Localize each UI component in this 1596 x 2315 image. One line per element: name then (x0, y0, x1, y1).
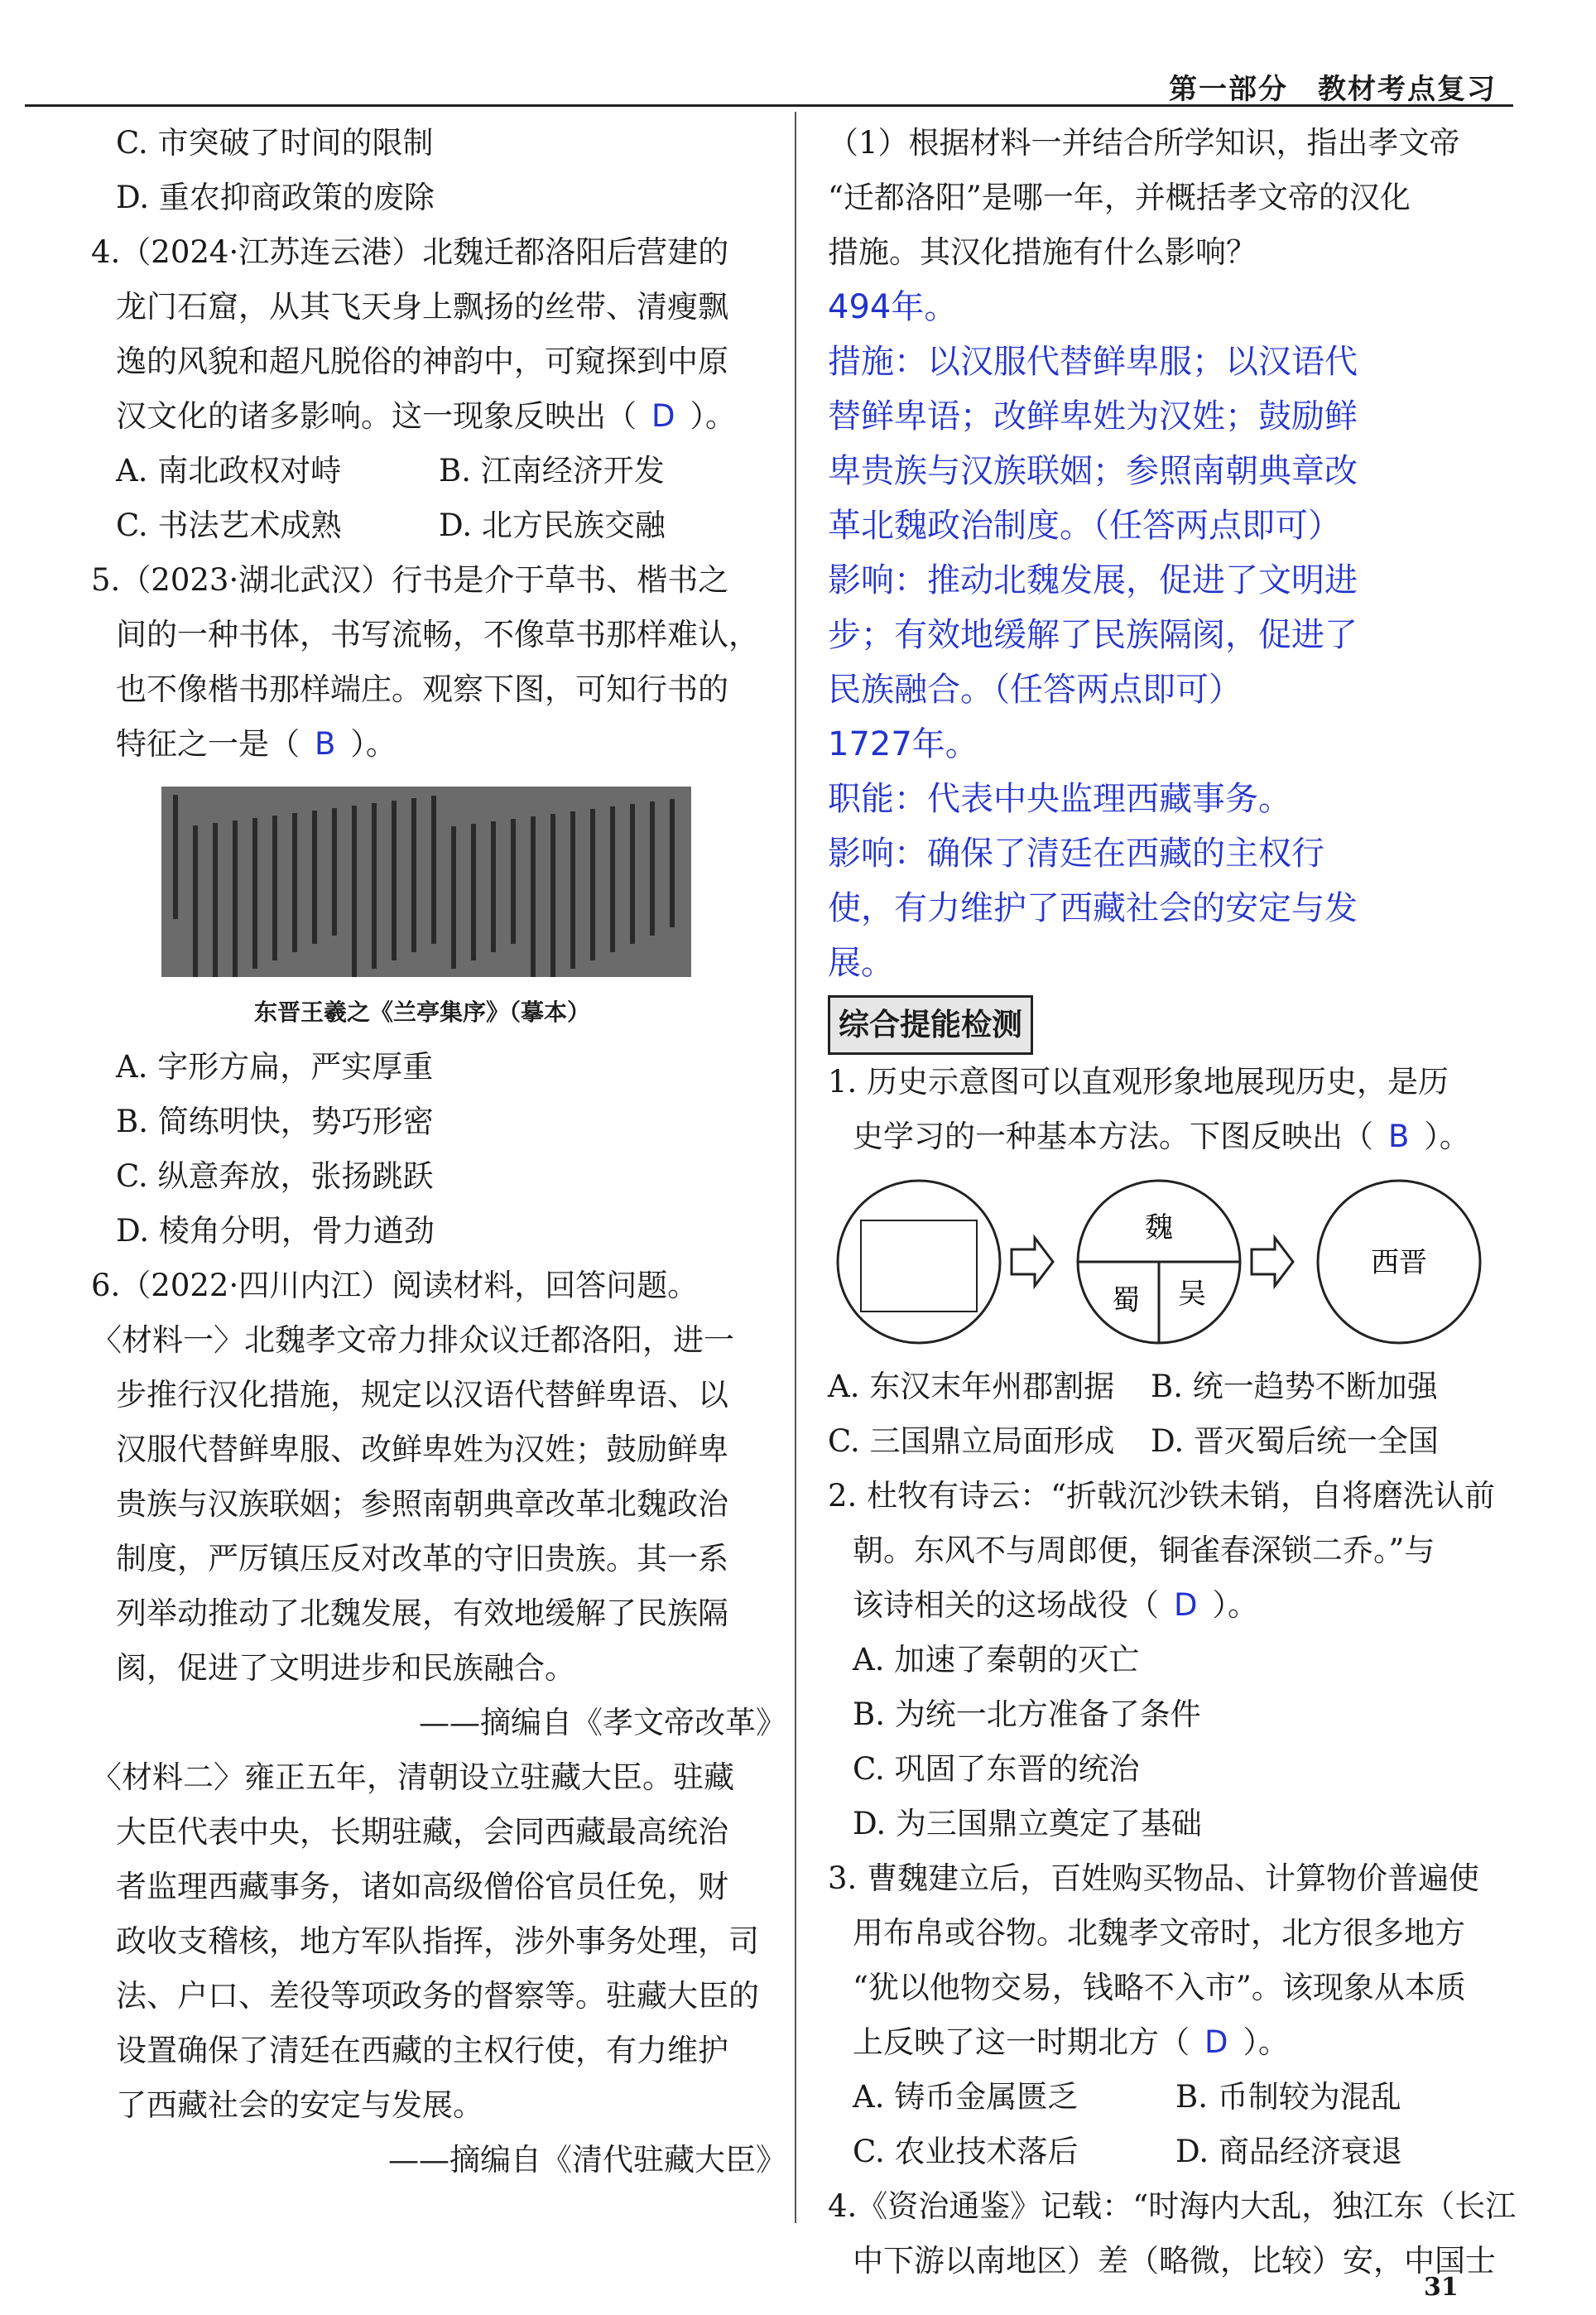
text-line: ——摘编自《清代驻藏大臣》 (388, 2142, 786, 2178)
text-line: 逸的风貌和超凡脱俗的神韵中，可窥探到中原 (116, 344, 728, 379)
calligraphy-stroke (213, 823, 218, 977)
paren-close: ）。 (1212, 1587, 1258, 1623)
text-line: 4.《资治通鉴》记载：“时海内大乱，独江东（长江 (828, 2188, 1517, 2224)
image-caption: 东晋王羲之《兰亭集序》（摹本） (253, 999, 590, 1026)
calligraphy-stroke (471, 824, 476, 960)
option: C. 书法艺术成熟 (116, 508, 342, 543)
text-line: ——摘编自《孝文帝改革》 (419, 1705, 786, 1740)
left-column (91, 116, 803, 2187)
option: D. 商品经济衰退 (1175, 2134, 1402, 2169)
handwritten-answer-1 (828, 280, 1515, 717)
calligraphy-stroke (670, 799, 675, 927)
option: D. 晋灭蜀后统一全国 (1151, 1423, 1439, 1459)
calligraphy-stroke (252, 818, 257, 969)
running-header: 第一部分 教材考点复习 (1169, 73, 1497, 106)
text-line: 〈材料一〉北魏孝文帝力排众议迁都洛阳，进一 (91, 1322, 734, 1358)
text-line: 也不像楷书那样端庄。观察下图，可知行书的 (116, 671, 728, 707)
text-line: 4.（2024·江苏连云港）北魏迁都洛阳后营建的 (91, 234, 729, 270)
page-number: 31 (1424, 2273, 1459, 2302)
text-line: 列举动推动了北魏发展，有效地缓解了民族隔 (116, 1595, 728, 1631)
option: B. 江南经济开发 (439, 453, 665, 489)
calligraphy-stroke (173, 795, 178, 919)
text-line: 了西藏社会的安定与发展。 (116, 2087, 483, 2123)
handwritten-line: 革北魏政治制度。（任答两点即可） (828, 507, 1341, 545)
wei-label: 魏 (1145, 1211, 1173, 1244)
answer-mark: B (315, 726, 336, 762)
handwritten-line: 措施：以汉服代替鲜卑服；以汉语代 (828, 343, 1358, 381)
calligraphy-stroke (570, 811, 575, 969)
calligraphy-stroke (372, 803, 377, 969)
text-line: 制度，严厉镇压反对改革的守旧贵族。其一系 (116, 1541, 728, 1576)
calligraphy-stroke (451, 826, 456, 969)
calligraphy-stroke (431, 796, 436, 944)
text-line: 汉文化的诸多影响。这一现象反映出（ (116, 398, 637, 434)
calligraphy-stroke (491, 821, 496, 952)
text-line: “犹以他物交易，钱略不入市”。该现象从本质 (853, 1970, 1466, 2005)
three-kingdoms-diagram (828, 1171, 1490, 1353)
text-line: 中下游以南地区）差（略微，比较）安，中国士 (853, 2243, 1496, 2279)
calligraphy-stroke (411, 798, 416, 952)
text-line: 朝。东风不与周郎便，铜雀春深锁二乔。”与 (853, 1533, 1435, 1568)
text-line: （1）根据材料一并结合所学知识，指出孝文帝 (828, 125, 1460, 161)
shu-label: 蜀 (1112, 1284, 1140, 1317)
paren-close: ）。 (350, 726, 397, 762)
option: D. 棱角分明，骨力遒劲 (116, 1213, 435, 1249)
right-column (828, 116, 1515, 2289)
calligraphy-stroke (332, 808, 337, 936)
calligraphy-stroke (233, 821, 238, 977)
text-line: 政收支稽核，地方军队指挥，涉外事务处理，司 (116, 1923, 759, 1959)
answer-mark: D (651, 398, 675, 434)
option: D. 北方民族交融 (439, 508, 666, 543)
text-line: “迁都洛阳”是哪一年，并概括孝文帝的汉化 (828, 180, 1411, 215)
option: B. 统一趋势不断加强 (1151, 1369, 1438, 1404)
text-line: 特征之一是（ (116, 726, 300, 762)
handwritten-line: 民族融合。（任答两点即可） (828, 671, 1242, 709)
option: D. 为三国鼎立奠定了基础 (853, 1806, 1202, 1841)
calligraphy-stroke (550, 814, 555, 977)
text-line: 者监理西藏事务，诸如高级僧俗官员任免，财 (116, 1869, 728, 1904)
header-rule (25, 104, 1513, 107)
option: C. 三国鼎立局面形成 (828, 1423, 1115, 1459)
text-line: 5.（2023·湖北武汉）行书是介于草书、楷书之 (91, 562, 729, 598)
question-6 (91, 1259, 803, 2187)
section-title: 综合提能检测 (828, 995, 1033, 1055)
text-line: 史学习的一种基本方法。下图反映出（ (853, 1119, 1373, 1154)
handwritten-line: 1727年。 (828, 725, 978, 763)
text-line: 阂，促进了文明进步和民族融合。 (116, 1650, 575, 1686)
option: C. 农业技术落后 (853, 2134, 1079, 2169)
text-line: 步推行汉化措施，规定以汉语代替鲜卑语、以 (116, 1377, 728, 1413)
paren-close: ）。 (690, 398, 736, 434)
calligraphy-stroke (292, 813, 297, 952)
calligraphy-stroke (590, 809, 595, 960)
handwritten-line: 494年。 (828, 288, 958, 326)
calligraphy-stroke (511, 819, 516, 944)
option: A. 东汉末年州郡割据 (828, 1369, 1115, 1404)
handwritten-line: 步；有效地缓解了民族隔阂，促进了 (828, 616, 1358, 654)
text-line: 贵族与汉族联姻；参照南朝典章改革北魏政治 (116, 1486, 728, 1522)
text-line: 2. 杜牧有诗云：“折戟沉沙铁未销，自将磨洗认前 (828, 1478, 1495, 1514)
handwritten-line: 职能：代表中央监理西藏事务。 (828, 780, 1291, 818)
handwritten-line: 替鲜卑语；改鲜卑姓为汉姓；鼓励鲜 (828, 397, 1358, 436)
wu-label: 吴 (1178, 1278, 1206, 1311)
option: B. 币制较为混乱 (1175, 2079, 1401, 2115)
text-line: 汉服代替鲜卑服、改鲜卑姓为汉姓；鼓励鲜卑 (116, 1432, 728, 1467)
calligraphy-image (161, 787, 691, 977)
calligraphy-stroke (272, 816, 277, 960)
text-line: 措施。其汉化措施有什么影响？ (828, 234, 1257, 270)
handwritten-line: 影响：确保了清廷在西藏的主权行 (828, 835, 1324, 873)
answer-mark: D (1174, 1587, 1198, 1623)
option: A. 加速了秦朝的灭亡 (853, 1642, 1140, 1677)
option: B. 简练明快，势巧形密 (116, 1104, 434, 1139)
option: C. 纵意奔放，张扬跳跃 (116, 1158, 434, 1194)
text-line: 该诗相关的这场战役（ (853, 1587, 1159, 1623)
text-line: 法、户口、差役等项政务的督察等。驻藏大臣的 (116, 1978, 759, 2014)
calligraphy-stroke (312, 811, 317, 944)
text-line: 1. 历史示意图可以直观形象地展现历史，是历 (828, 1064, 1449, 1100)
paren-close: ）。 (1243, 2024, 1289, 2060)
text-line: 设置确保了清廷在西藏的主权行使，有力维护 (116, 2033, 728, 2068)
answer-mark: B (1388, 1119, 1410, 1154)
paren-close: ）。 (1424, 1119, 1470, 1154)
text-line: 大臣代表中央，长期驻藏，会同西藏最高统治 (116, 1814, 728, 1850)
calligraphy-stroke (650, 801, 655, 936)
calligraphy-stroke (392, 801, 397, 960)
option: A. 南北政权对峙 (116, 453, 342, 489)
text-line: C. 市突破了时间的限制 (116, 125, 434, 161)
handwritten-line: 使，有力维护了西藏社会的安定与发 (828, 889, 1358, 927)
calligraphy-stroke (352, 806, 357, 977)
option: C. 巩固了东晋的统治 (853, 1751, 1140, 1787)
text-line: 3. 曹魏建立后，百姓购买物品、计算物价普遍使 (828, 1860, 1480, 1896)
option: A. 字形方扁，严实厚重 (116, 1049, 434, 1085)
option: A. 铸币金属匮乏 (853, 2079, 1079, 2115)
answer-mark: D (1204, 2024, 1228, 2060)
text-line: 〈材料二〉雍正五年，清朝设立驻藏大臣。驻藏 (91, 1759, 734, 1795)
text-line: 6.（2022·四川内江）阅读材料，回答问题。 (91, 1268, 699, 1303)
handwritten-line: 卑贵族与汉族联姻；参照南朝典章改 (828, 452, 1358, 490)
calligraphy-stroke (630, 804, 635, 944)
calligraphy-stroke (531, 816, 536, 977)
handwritten-line: 影响：推动北魏发展，促进了文明进 (828, 561, 1358, 599)
text-line: 用布帛或谷物。北魏孝文帝时，北方很多地方 (853, 1915, 1465, 1951)
text-line: 上反映了这一时期北方（ (853, 2024, 1190, 2060)
xijin-label: 西晋 (1371, 1246, 1427, 1279)
calligraphy-stroke (610, 806, 615, 952)
text-line: 龙门石窟，从其飞天身上飘扬的丝带、清瘦飘 (116, 289, 728, 325)
option: B. 为统一北方准备了条件 (853, 1697, 1201, 1732)
text-line: 间的一种书体，书写流畅，不像草书那样难认， (116, 617, 759, 652)
text-line: D. 重农抑商政策的废除 (116, 180, 435, 215)
handwritten-answer-2 (828, 717, 1515, 990)
handwritten-line: 展。 (828, 944, 894, 982)
calligraphy-stroke (193, 825, 198, 977)
